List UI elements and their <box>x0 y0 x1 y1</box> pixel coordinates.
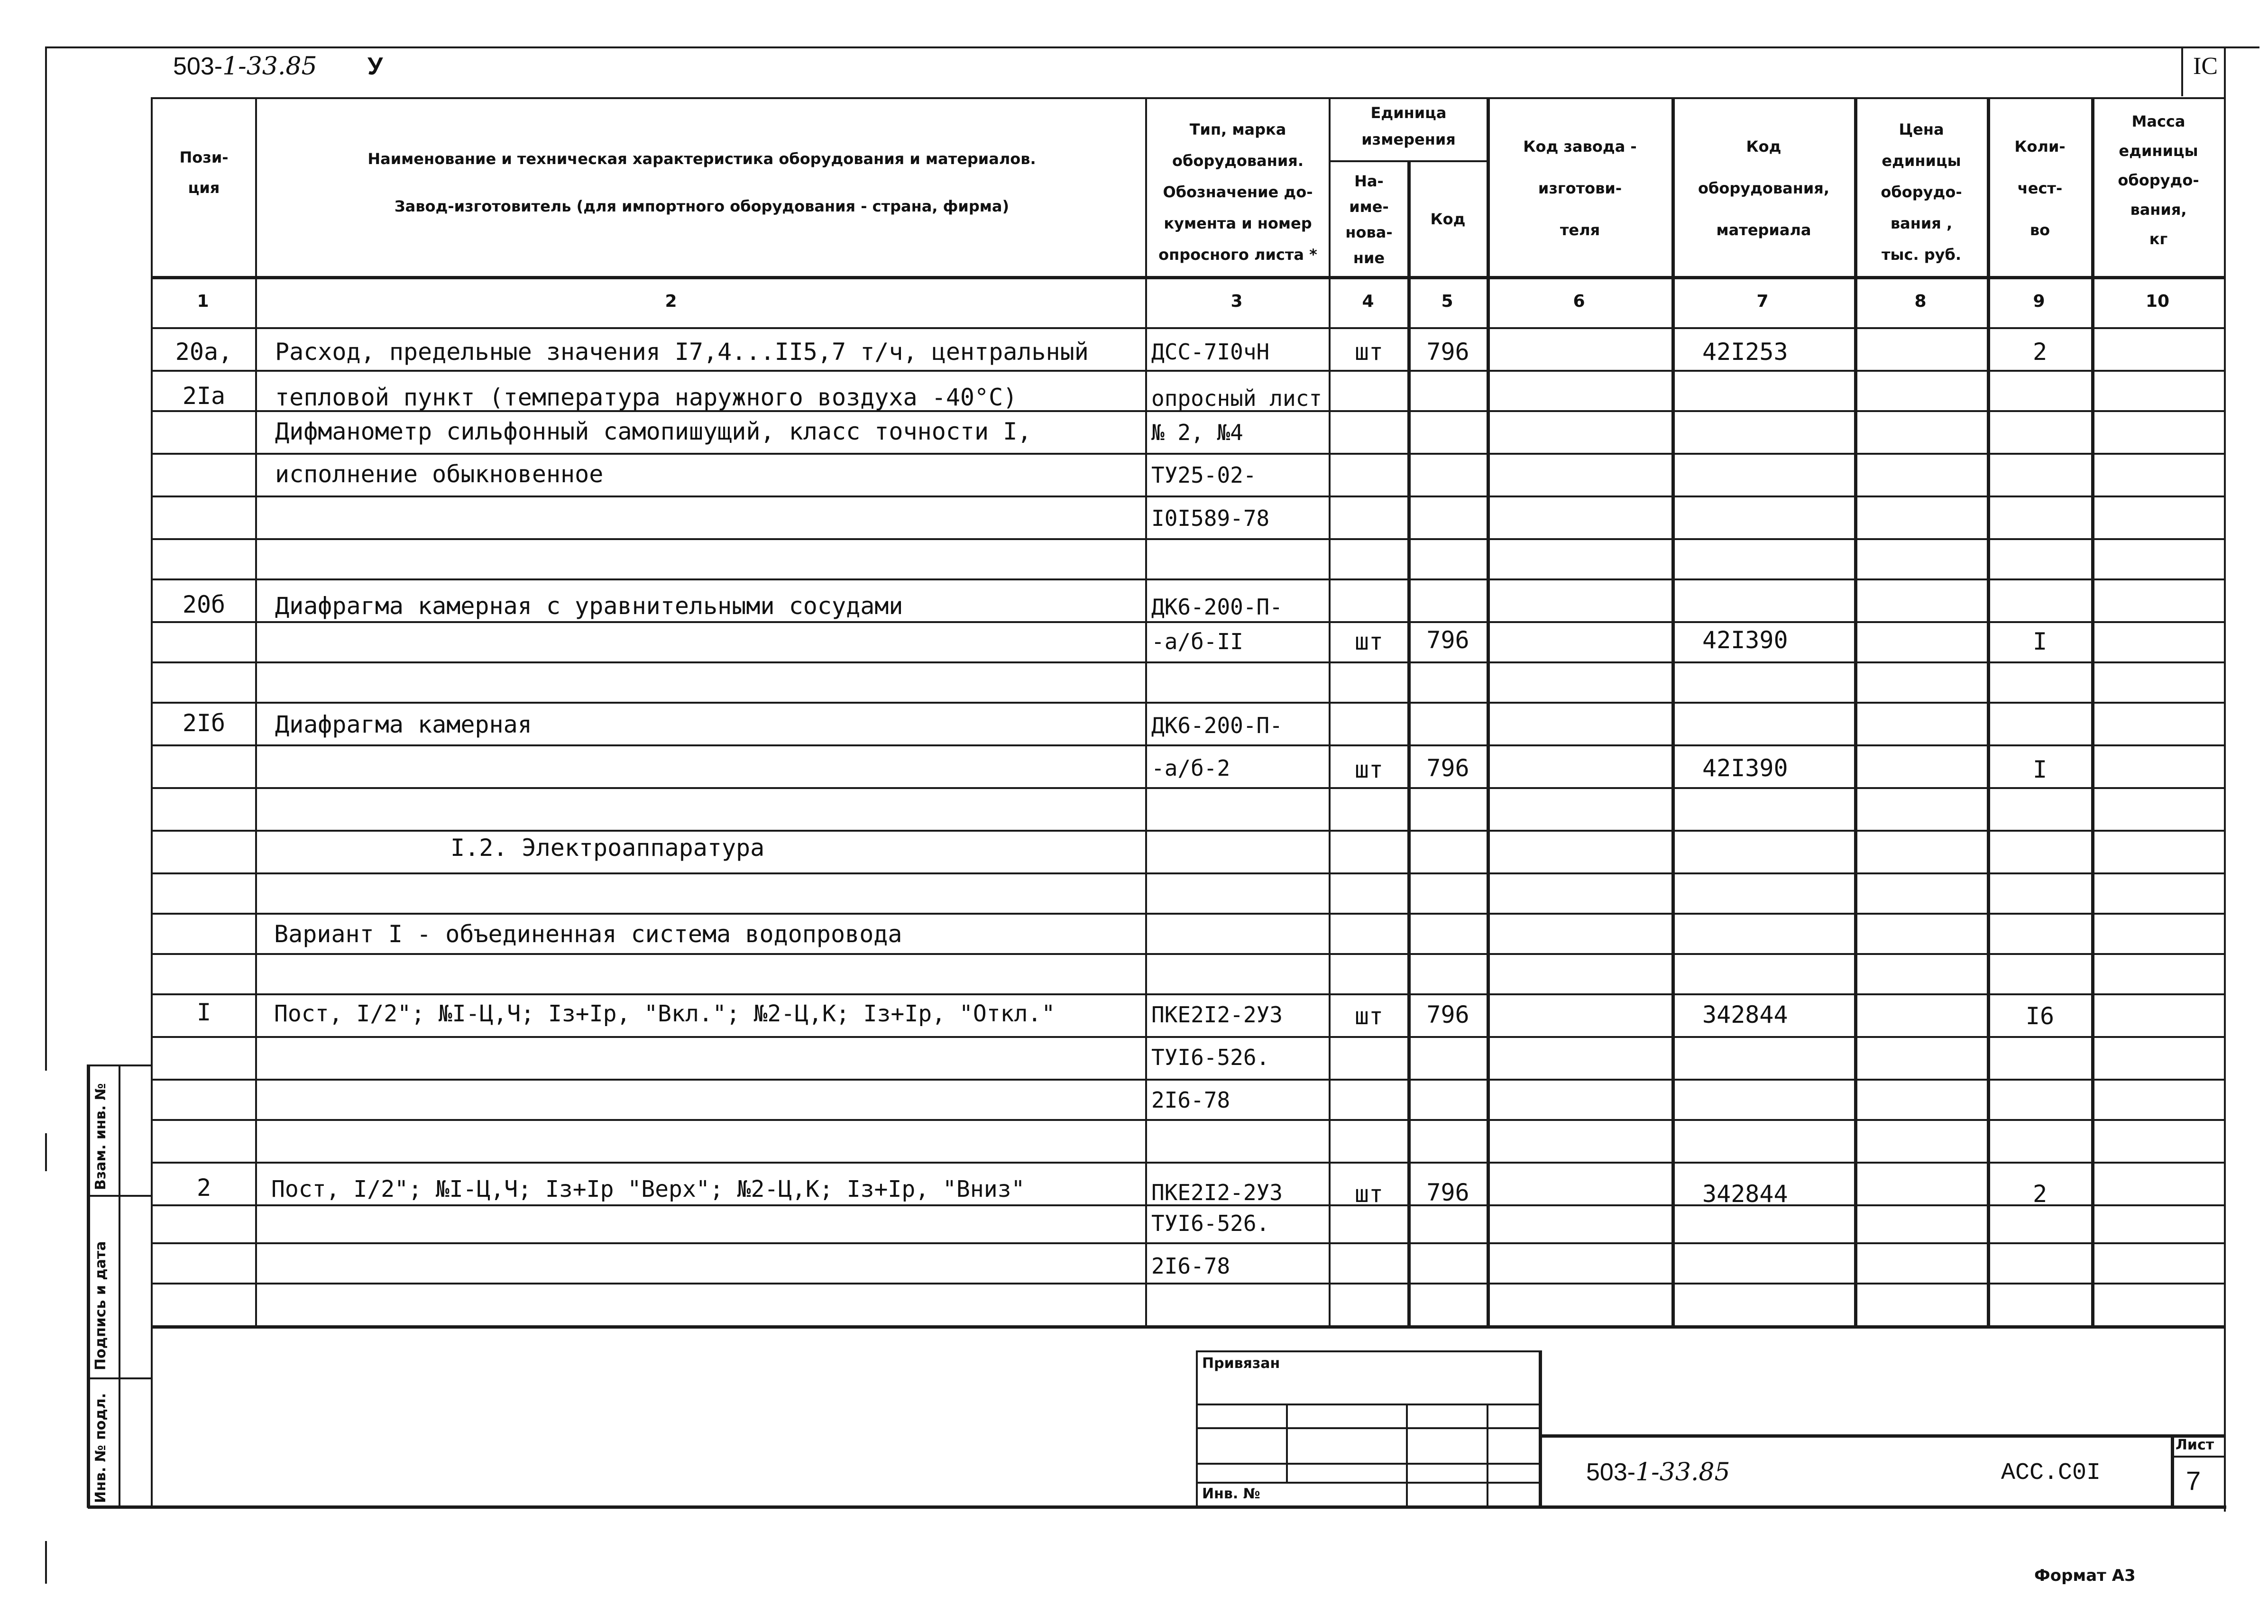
title-block-line <box>1406 1404 1408 1507</box>
cell-type: 2I6-78 <box>1151 1087 1230 1113</box>
cell-position: I <box>196 999 211 1026</box>
title-sheet-label: Лист <box>2176 1437 2214 1453</box>
cell-type: ДК6-200-П- <box>1151 713 1283 738</box>
title-doc-number: АСС.С0I <box>2001 1459 2101 1486</box>
table-bottom-line <box>151 1325 2224 1329</box>
table-left-border <box>151 97 153 1505</box>
cell-name: Диафрагма камерная с уравнительными сосудами <box>275 592 903 620</box>
row-line <box>151 787 2224 789</box>
hdr-maker-code: Код завода - изготови- теля <box>1523 138 1637 239</box>
col-line-3 <box>1145 97 1147 1325</box>
title-sheet-number: 7 <box>2186 1466 2201 1496</box>
cell-type: опросный лист <box>1151 385 1322 411</box>
hdr-price: Цена единицы оборудо- вания , тыс. руб. <box>1881 120 1962 264</box>
variant-heading: Вариант I - объединенная система водопровода <box>274 920 902 948</box>
corner-box-line <box>2181 46 2183 96</box>
col-number: 3 <box>1230 292 1243 311</box>
title-block-line <box>1539 1434 2224 1438</box>
title-block-line <box>1487 1404 1488 1507</box>
cell-type: -а/б-II <box>1151 629 1243 654</box>
cell-quantity: I <box>2032 628 2048 655</box>
row-line <box>151 495 2224 497</box>
cell-unit: шт <box>1354 756 1384 783</box>
row-line <box>151 872 2224 874</box>
cell-equipment-code: 342844 <box>1702 1001 1788 1028</box>
row-line <box>151 578 2224 580</box>
col-line-4 <box>1329 97 1331 1325</box>
col-number: 4 <box>1362 292 1374 311</box>
sheet-code: 503-1-33.85 <box>173 52 317 81</box>
hdr-mass: Масса единицы оборудо- вания, кг <box>2118 112 2199 248</box>
cell-unit-code: 796 <box>1426 338 1469 366</box>
cell-type: 2I6-78 <box>1151 1253 1230 1279</box>
number-row-bottom-line <box>151 327 2224 329</box>
col-line-7 <box>1671 97 1675 1325</box>
cell-name: тепловой пункт (температура наружного воздуха -40°С) <box>275 384 1018 411</box>
cell-unit: шт <box>1354 338 1384 366</box>
side-stamp-line <box>87 1377 151 1379</box>
side-label-replace-inv: Взам. инв. № <box>92 1083 109 1190</box>
cell-position: 20а, <box>175 338 233 366</box>
cell-position: 2Iа <box>182 382 226 410</box>
hdr-unit-name: На- име- нова- ние <box>1345 172 1393 267</box>
col-number: 7 <box>1756 292 1769 311</box>
frame-stub-mark <box>45 1541 47 1584</box>
col-number: 10 <box>2145 292 2170 311</box>
cell-type: ТУ25-02- <box>1151 462 1257 488</box>
side-stamp-line <box>87 1064 90 1508</box>
cell-equipment-code: 42I390 <box>1702 626 1788 654</box>
row-line <box>151 453 2224 455</box>
col-number: 1 <box>197 292 209 311</box>
col-number: 9 <box>2033 292 2045 311</box>
col-number: 8 <box>1914 292 1927 311</box>
cell-type: ДК6-200-П- <box>1151 594 1283 620</box>
cell-type: ПКЕ2I2-2УЗ <box>1151 1002 1283 1028</box>
title-block-line <box>1196 1350 1198 1507</box>
row-line <box>151 370 2224 372</box>
col-line-2 <box>255 97 257 1325</box>
row-line <box>151 1242 2224 1244</box>
cell-name: Диафрагма камерная <box>275 711 532 738</box>
cell-unit: шт <box>1354 628 1384 655</box>
cell-unit: шт <box>1354 1180 1384 1208</box>
col-number: 2 <box>665 292 677 311</box>
row-line <box>151 1119 2224 1121</box>
row-line <box>151 621 2224 623</box>
cell-quantity: 2 <box>2032 1180 2048 1208</box>
col-line-6 <box>1487 97 1490 1325</box>
sheet-letter: У <box>367 53 383 80</box>
col-line-9 <box>1987 97 1990 1325</box>
cell-equipment-code: 342844 <box>1702 1180 1788 1208</box>
cell-equipment-code: 42I390 <box>1702 754 1788 782</box>
hdr-name: Наименование и техническая характеристика оборудования и материалов. Завод-изготовитель (для импортного оборудования - страна, фирма) <box>367 150 1036 215</box>
cell-name: Пост, I/2"; №I-Ц,Ч; Iз+Iр "Верх"; №2-Ц,К; Iз+Iр, "Вниз" <box>271 1176 1025 1202</box>
cell-position: 20б <box>182 591 226 618</box>
cell-type: ПКЕ2I2-2УЗ <box>1151 1180 1283 1205</box>
cell-name: Дифманометр сильфонный самопишущий, класс точности I, <box>275 418 1032 445</box>
frame-stub-mark <box>45 1133 47 1171</box>
cell-unit-code: 796 <box>1426 754 1469 782</box>
row-line <box>151 1162 2224 1164</box>
cell-quantity: I6 <box>2025 1002 2055 1030</box>
header-bottom-line <box>151 276 2224 279</box>
cell-type: № 2, №4 <box>1151 420 1243 445</box>
section-heading: I.2. Электроаппаратура <box>450 834 765 862</box>
frame-top-line <box>45 46 2259 48</box>
title-linked-label: Привязан <box>1202 1355 1280 1372</box>
cell-quantity: I <box>2032 756 2048 783</box>
title-block-line <box>1196 1350 1540 1352</box>
side-stamp-line <box>119 1064 120 1508</box>
row-line <box>151 1036 2224 1038</box>
header-top-line <box>151 97 2224 99</box>
title-inv-label: Инв. № <box>1202 1486 1260 1502</box>
title-block-line <box>2171 1434 2174 1505</box>
cell-position: 2Iб <box>182 709 226 737</box>
cell-position: 2 <box>196 1174 211 1202</box>
hdr-position: Пози- ция <box>179 148 229 197</box>
title-doc-code: 503-1-33.85 <box>1586 1458 1730 1486</box>
frame-stub-mark <box>45 735 47 763</box>
col-line-10 <box>2091 97 2094 1325</box>
row-line <box>151 1283 2224 1285</box>
cell-unit: шт <box>1354 1002 1384 1030</box>
cell-name: исполнение обыкновенное <box>275 460 604 488</box>
frame-right-line <box>2224 46 2226 1512</box>
frame-left-line <box>45 46 47 1071</box>
col-number: 5 <box>1441 292 1453 311</box>
hdr-equipment-code: Код оборудования, материала <box>1698 138 1829 239</box>
row-line <box>151 913 2224 915</box>
cell-equipment-code: 42I253 <box>1702 338 1788 366</box>
cell-name: Пост, I/2"; №I-Ц,Ч; Iз+Iр, "Вкл."; №2-Ц,К; Iз+Iр, "Откл." <box>274 1000 1056 1027</box>
hdr-quantity: Коли- чест- во <box>2014 138 2066 239</box>
cell-unit-code: 796 <box>1426 1001 1469 1028</box>
cell-unit-code: 796 <box>1426 626 1469 654</box>
col-line-8 <box>1854 97 1857 1325</box>
row-line <box>151 702 2224 704</box>
cell-type: ТУI6-526. <box>1151 1045 1270 1070</box>
corner-mark: IC <box>2193 53 2218 80</box>
col-line-5 <box>1407 160 1411 1325</box>
cell-unit-code: 796 <box>1426 1179 1469 1206</box>
row-line <box>151 744 2224 746</box>
row-line <box>151 953 2224 955</box>
col-number: 6 <box>1573 292 1585 311</box>
hdr-type: Тип, марка оборудования. Обозначение до- кумента и номер опросного листа * <box>1158 120 1317 264</box>
cell-name: Расход, предельные значения I7,4...II5,7 т/ч, центральный <box>275 338 1089 366</box>
cell-quantity: 2 <box>2032 338 2048 366</box>
hdr-unit-code: Код <box>1430 210 1466 228</box>
side-label-original-inv: Инв. № подл. <box>92 1393 109 1503</box>
cell-type: ДСС-7I0чН <box>1151 339 1270 365</box>
row-line <box>151 661 2224 663</box>
hdr-unit-group: Единица измерения <box>1361 104 1456 148</box>
side-stamp-line <box>87 1195 151 1197</box>
row-line <box>151 538 2224 540</box>
row-line <box>151 1079 2224 1081</box>
row-line <box>151 993 2224 995</box>
cell-type: ТУI6-526. <box>1151 1211 1270 1236</box>
side-stamp-line <box>87 1064 151 1066</box>
title-block-line <box>1286 1404 1288 1482</box>
cell-type: I0I589-78 <box>1151 505 1270 531</box>
cell-type: -а/б-2 <box>1151 755 1230 781</box>
row-line <box>151 830 2224 832</box>
frame-bottom-line <box>88 1505 2226 1509</box>
side-label-signature-date: Подпись и дата <box>92 1241 109 1370</box>
format-label: Формат А3 <box>2034 1566 2136 1585</box>
title-block-line <box>2171 1456 2224 1458</box>
title-block-line <box>1539 1350 1542 1507</box>
